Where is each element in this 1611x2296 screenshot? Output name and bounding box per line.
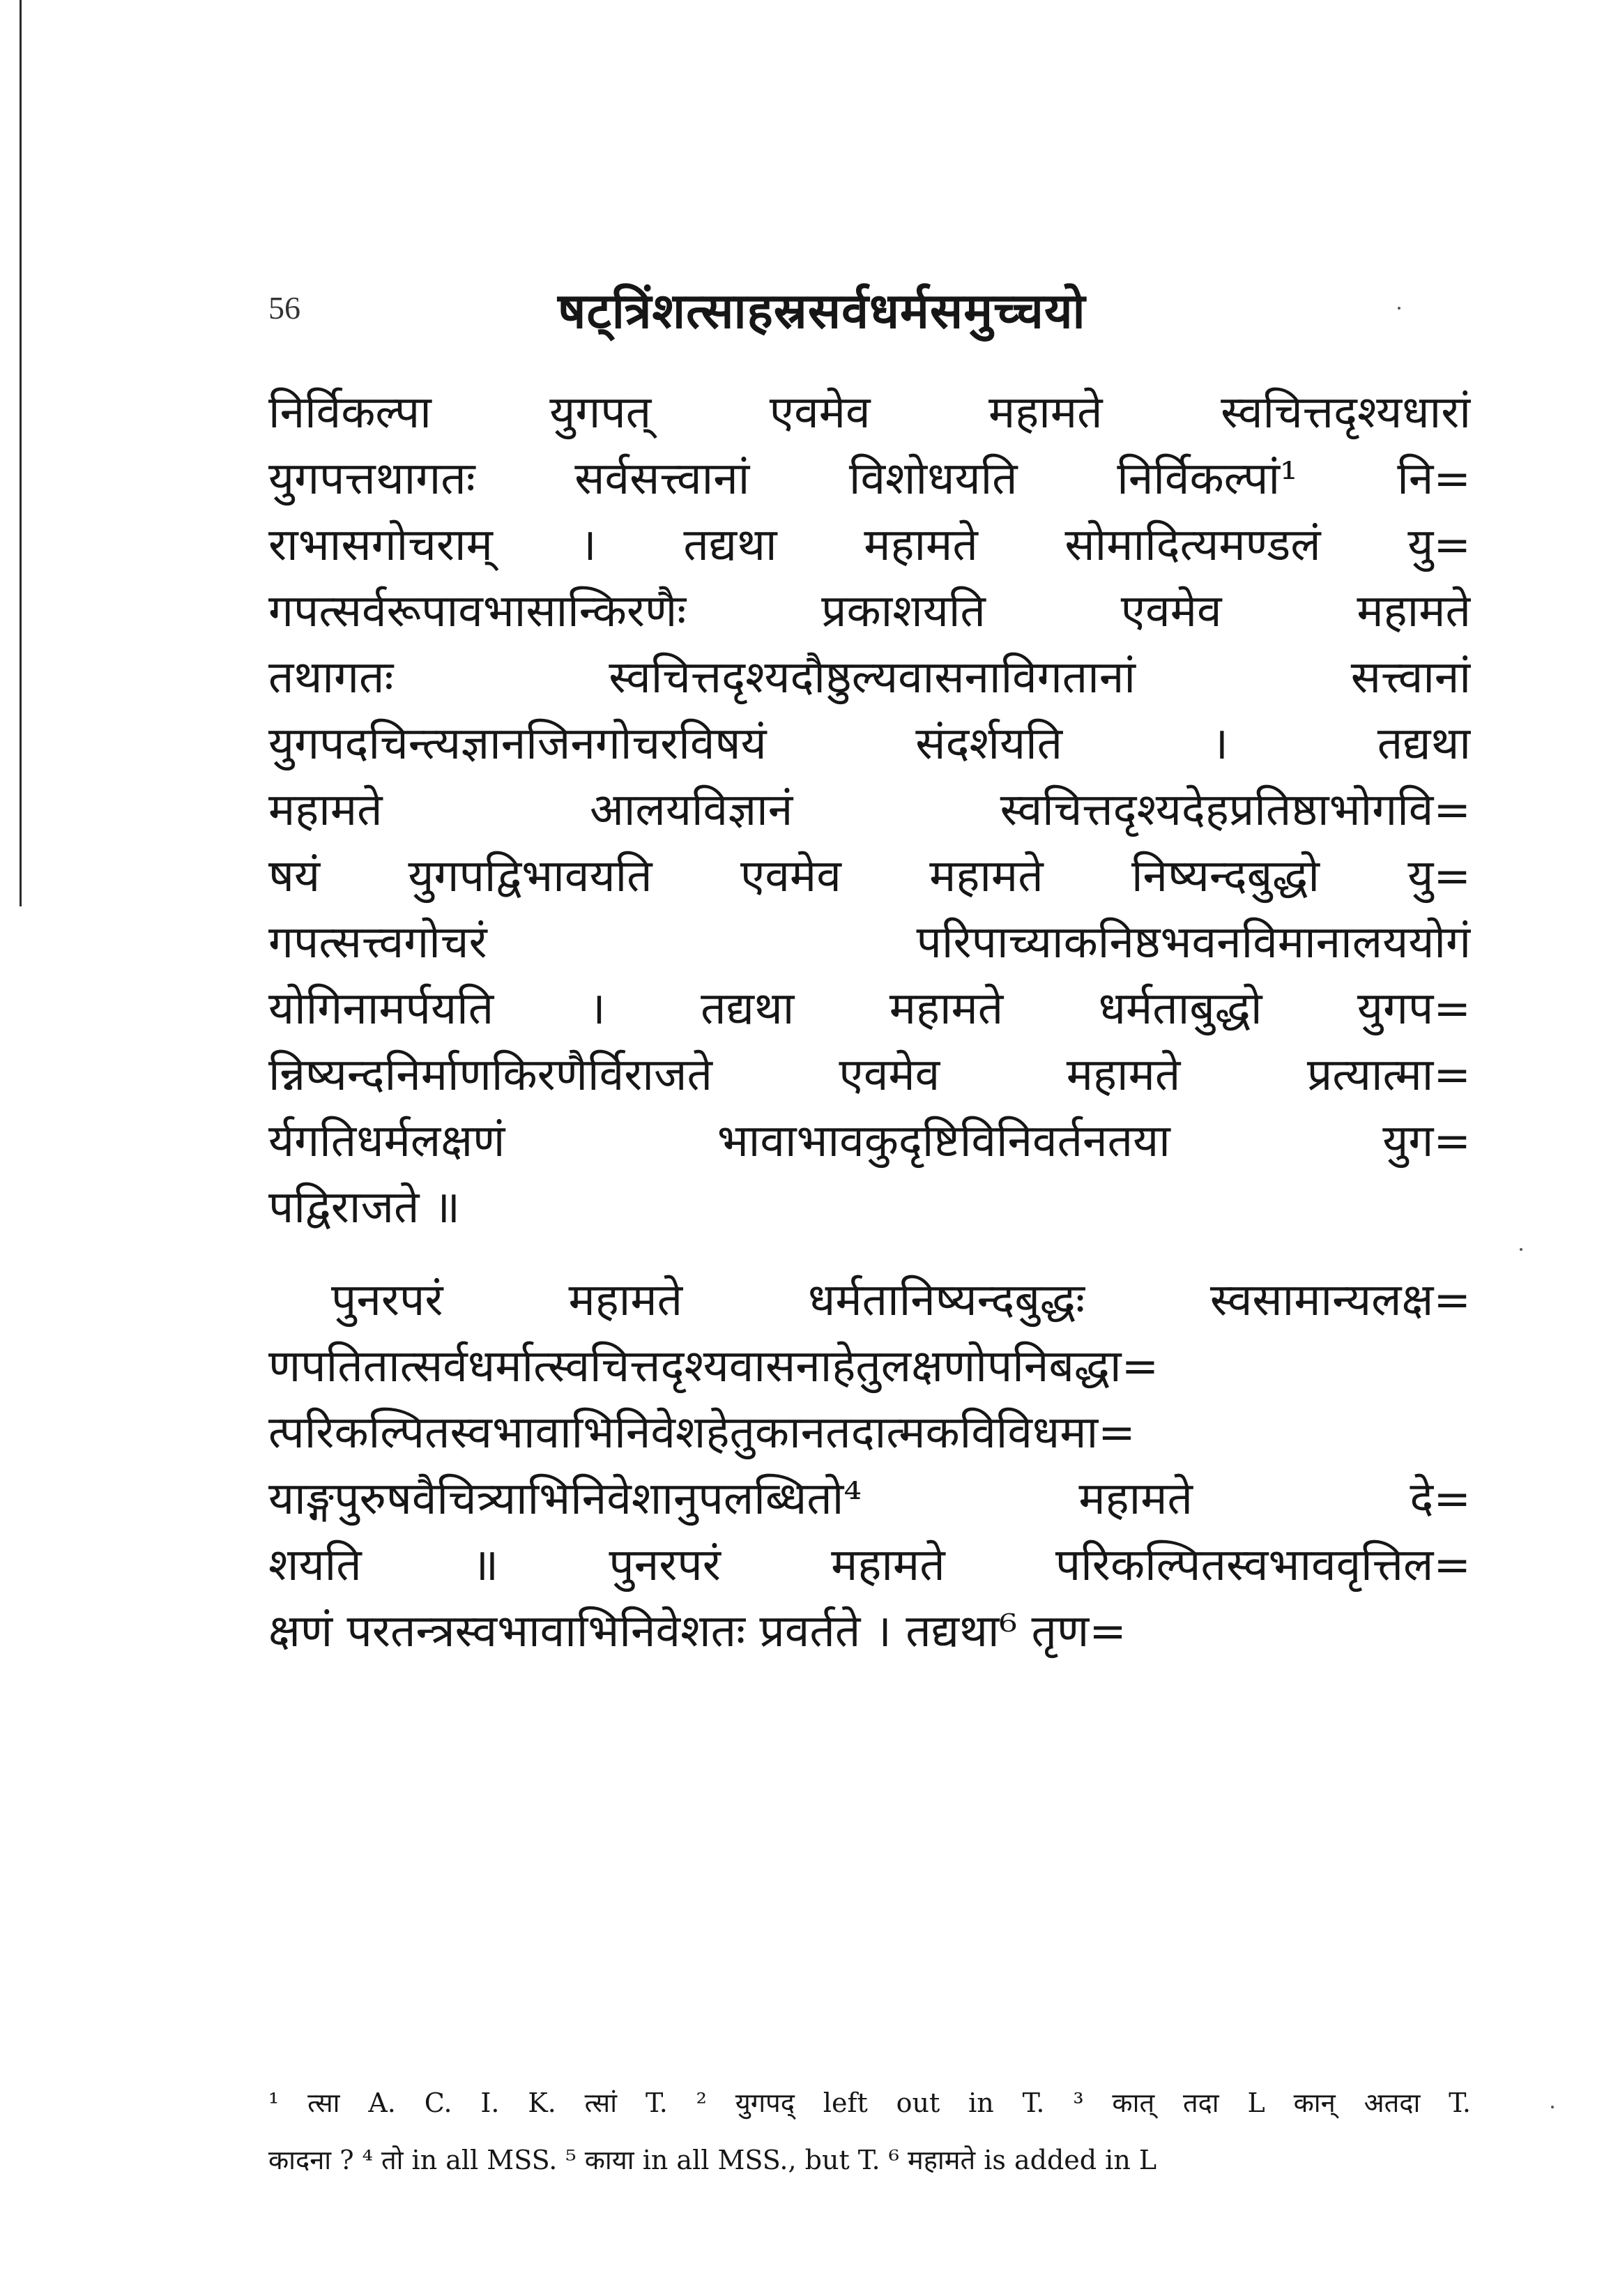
text-line: पुनरपरं महामते धर्मतानिष्यन्दबुद्धः स्वसामान्यलक्ष= (331, 1275, 1471, 1326)
text-line: त्परिकल्पितस्वभावाभिनिवेशहेतुकानतदात्मकविविधमा= (268, 1407, 1136, 1459)
running-title: षट्त्रिंशत्साहस्रसर्वधर्मसमुच्चयो (558, 282, 1086, 340)
text-line: क्षणं परतन्त्रस्वभावाभिनिवेशतः प्रवर्तते । तद्यथा⁶ तृण= (268, 1606, 1127, 1657)
scan-speck (1551, 2106, 1554, 2108)
page-header (268, 275, 1453, 359)
main-text (268, 380, 1471, 1665)
scan-speck (1520, 1248, 1522, 1251)
text-line: युगपदचिन्त्यज्ञानजिनगोचरविषयं संदर्शयति । तद्यथा (268, 718, 1471, 770)
paragraph-gap (268, 1241, 1471, 1268)
page-number: 56 (268, 290, 300, 326)
text-line: गपत्सत्त्वगोचरं परिपाच्याकनिष्ठभवनविमानालययोगं (268, 917, 1471, 968)
text-line: णपतितात्सर्वधर्मात्स्वचित्तदृश्यवासनाहेतुलक्षणोपनिबद्धा= (268, 1341, 1159, 1392)
text-line: महामते आलयविज्ञानं स्वचित्तदृश्यदेहप्रतिष्ठाभोगवि= (268, 784, 1471, 836)
text-line: न्निष्यन्दनिर्माणकिरणैर्विराजते एवमेव महामते प्रत्यात्मा= (268, 1049, 1471, 1101)
paragraph-1 (268, 380, 1471, 1241)
footnotes (268, 2074, 1471, 2189)
paragraph-2 (268, 1268, 1471, 1665)
text-line: तथागतः स्वचित्तदृश्यदौष्ठुल्यवासनाविगतानां सत्त्वानां (268, 652, 1471, 704)
text-line: योगिनामर्पयति । तद्यथा महामते धर्मताबुद्धो युगप= (268, 983, 1471, 1035)
text-line: र्यगतिधर्मलक्षणं भावाभावकुदृष्टिविनिवर्तनतया युग= (268, 1116, 1471, 1167)
text-line: राभासगोचराम् । तद्यथा महामते सोमादित्यमण्डलं यु= (268, 519, 1471, 571)
text-line: पद्विराजते ॥ (268, 1182, 461, 1233)
text-line: षयं युगपद्विभावयति एवमेव महामते निष्यन्दबुद्धो यु= (268, 851, 1471, 902)
text-line: शयति ॥ पुनरपरं महामते परिकल्पितस्वभाववृत्तिल= (268, 1539, 1471, 1591)
text-line: याङ्गपुरुषवैचित्र्याभिनिवेशानुपलब्धितो⁴ महामते दे= (268, 1473, 1471, 1525)
footnote-line-1: ¹ त्सा A. C. I. K. त्सां T. ² युगपद् left out in T. ³ कात् तदा L कान् अतदा T. (268, 2088, 1471, 2118)
text-line: युगपत्तथागतः सर्वसत्त्वानां विशोधयति निर्विकल्पां¹ नि= (268, 453, 1471, 505)
text-line: गपत्सर्वरूपावभासान्किरणैः प्रकाशयति एवमेव महामते (268, 586, 1471, 637)
footnote-line-2: कादना ? ⁴ तो in all MSS. ⁵ काया in all MSS., but T. ⁶ महामते is added in L (268, 2145, 1157, 2175)
page-edge-line (20, 0, 22, 906)
text-line: निर्विकल्पा युगपत् एवमेव महामते स्वचित्तदृश्यधारां (268, 387, 1471, 439)
scan-speck (1398, 307, 1400, 310)
